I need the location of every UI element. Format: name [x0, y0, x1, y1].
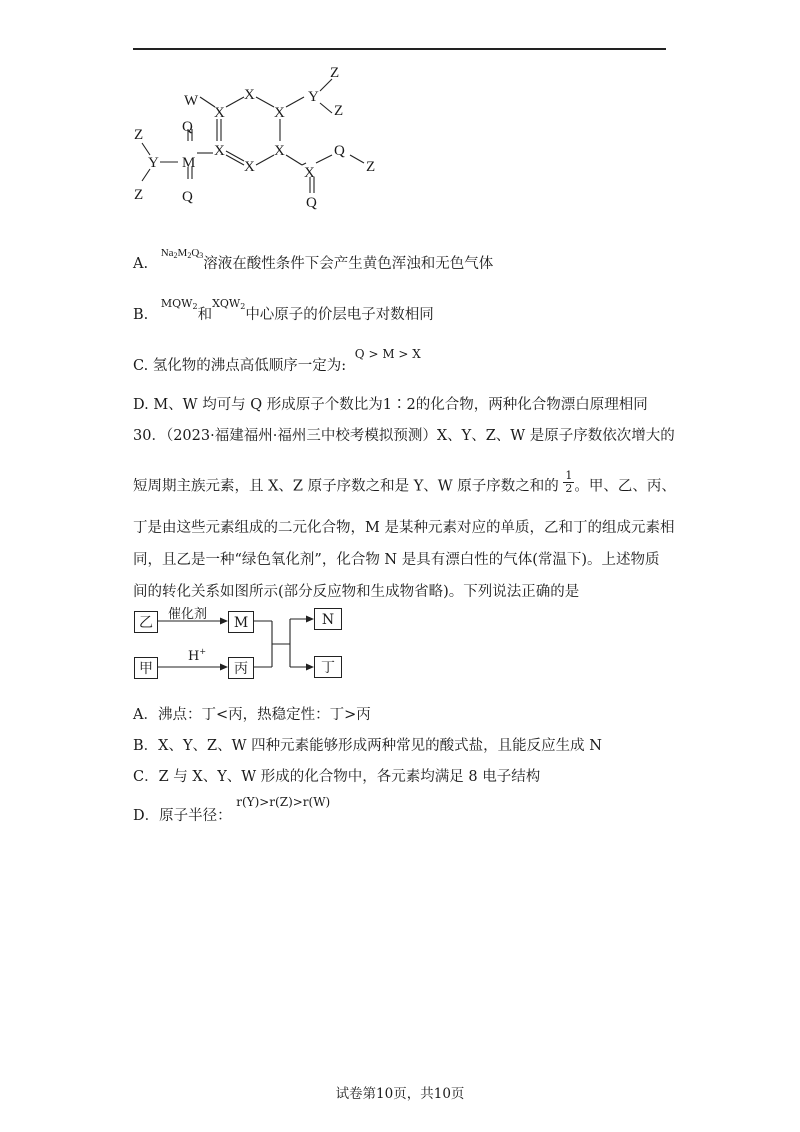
atom-x-topright: X — [274, 105, 285, 121]
atom-z-1: Z — [330, 65, 340, 81]
q29-option-c — [133, 347, 421, 375]
q30-option-c: C．Z 与 X、Y、W 形成的化合物中，各元素均满足 8 电子结构 — [133, 769, 541, 785]
box-n: N — [314, 608, 342, 630]
atom-x-top: X — [244, 87, 255, 103]
ratio: 1∶2 — [382, 397, 416, 413]
q30-option-b: B．X、Y、Z、W 四种元素能够形成两种常见的酸式盐，且能反应生成 N — [133, 738, 602, 754]
q30-line-3: 丁是由这些元素组成的二元化合物，M 是某种元素对应的单质，乙和丁的组成元素相 — [133, 520, 675, 536]
atom-z-5: Z — [366, 159, 376, 175]
atom-w: W — [184, 93, 199, 109]
q30-option-d — [133, 795, 331, 825]
atom-x-left-bottom: X — [214, 143, 225, 159]
atom-m: M — [182, 155, 196, 171]
q29-option-d — [133, 393, 648, 414]
atom-x-bottomright: X — [274, 143, 285, 159]
formula-na2m2q3: $Na_2M_2Q_3$ — [160, 247, 204, 260]
option-text: 中心原子的价层电子对数相同 — [245, 307, 434, 323]
fraction-half: $\frac{1}{2}$ — [565, 469, 573, 495]
box-bing: 丙 — [228, 657, 254, 679]
q30-line-2 — [133, 469, 676, 499]
atom-x-right: X — [304, 165, 315, 181]
option-prefix: B. — [133, 307, 149, 323]
option-text: M、W 均可与 Q 形成原子个数比为 — [153, 397, 383, 413]
catalyst-label: 催化剂 — [168, 607, 208, 622]
flow-diagram — [130, 600, 370, 690]
option-prefix: C. — [133, 358, 149, 374]
h-plus-label: H+ — [188, 647, 207, 664]
formula-mqw2: $MQW_2$ — [160, 297, 198, 311]
atom-q-low: Q — [306, 195, 317, 211]
option-prefix: A. — [133, 256, 149, 272]
structure-diagram — [120, 55, 400, 215]
formula-q-m-x: Q > M > X — [354, 347, 421, 361]
q30-line-5: 间的转化关系如图所示(部分反应物和生成物省略)。下列说法正确的是 — [133, 584, 580, 600]
atom-z-3: Z — [134, 127, 144, 143]
and-text: 和 — [197, 307, 213, 323]
box-ding: 丁 — [314, 656, 342, 678]
atom-y-right: Y — [308, 89, 319, 105]
option-prefix: D．原子半径： — [133, 808, 232, 824]
q30-line-4: 同，且乙是一种“绿色氧化剂”，化合物 N 是具有漂白性的气体(常温下)。上述物质 — [133, 552, 660, 568]
atom-x-left-top: X — [214, 105, 225, 121]
box-m: M — [228, 611, 254, 633]
option-text: 溶液在酸性条件下会产生黄色浑浊和无色气体 — [203, 256, 494, 272]
q29-option-a — [133, 247, 494, 273]
q30-line-1: 30．（2023·福建福州·福州三中校考模拟预测）X、Y、Z、W 是原子序数依次增大的 — [133, 428, 675, 444]
box-jia: 甲 — [134, 657, 158, 679]
option-prefix: D. — [133, 397, 149, 413]
q30-line-2b: 。甲、乙、丙、 — [574, 478, 676, 495]
q30-option-a: A．沸点：丁<丙，热稳定性：丁>丙 — [133, 707, 371, 723]
box-yi: 乙 — [134, 611, 158, 633]
atom-q-right: Q — [334, 143, 345, 159]
atom-z-2: Z — [334, 103, 344, 119]
atom-z-4: Z — [134, 187, 144, 203]
page-footer: 试卷第10页，共10页 — [335, 1086, 465, 1102]
q30-line-2a: 短周期主族元素，且 X、Z 原子序数之和是 Y、W 原子序数之和的 — [133, 478, 559, 495]
option-text: 氢化物的沸点高低顺序一定为: — [152, 358, 347, 374]
header-rule — [133, 48, 666, 50]
option-text-2: 的化合物，两种化合物漂白原理相同 — [415, 397, 648, 413]
formula-xqw2: $XQW_2$ — [212, 297, 246, 311]
q29-option-b — [133, 297, 434, 324]
atom-q-bottom: Q — [182, 189, 193, 205]
atom-y-left: Y — [148, 155, 159, 171]
atom-q-top: Q — [182, 119, 193, 135]
atom-x-bottom: X — [244, 159, 255, 175]
radius-formula: r(Y)>r(Z)>r(W) — [236, 795, 331, 809]
